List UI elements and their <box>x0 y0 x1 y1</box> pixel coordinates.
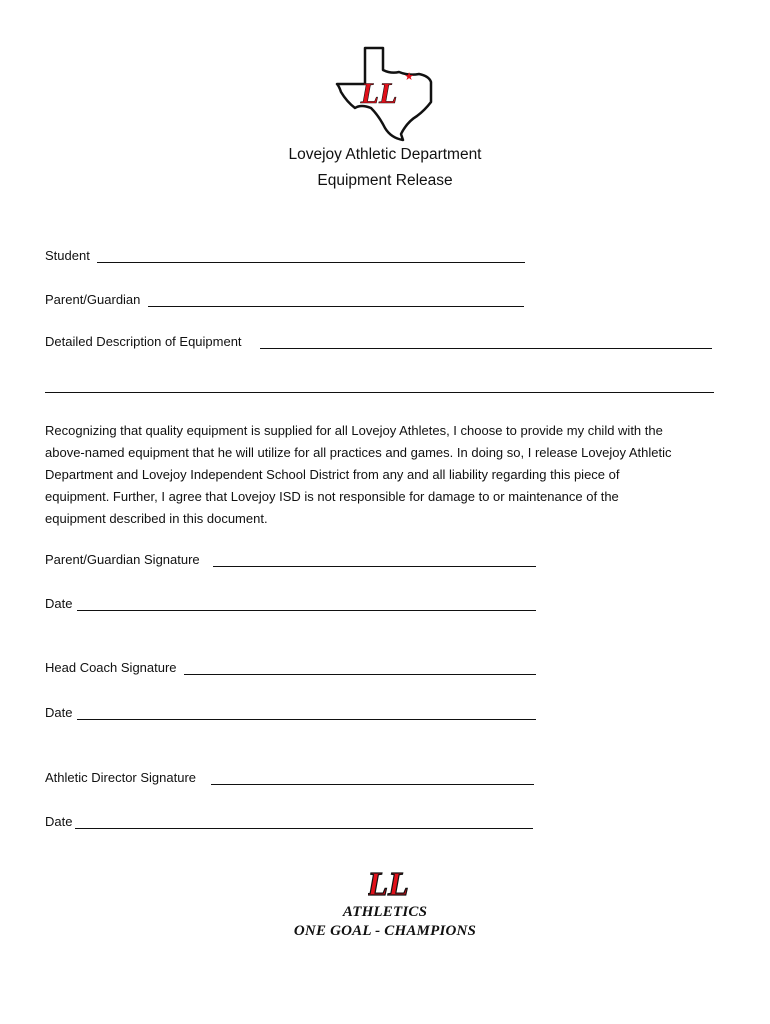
parent-signature-label: Parent/Guardian Signature <box>45 552 200 567</box>
equipment-description-field[interactable] <box>260 348 712 349</box>
lovejoy-ll-logo <box>368 862 408 902</box>
footer-motto: ONE GOAL - CHAMPIONS <box>293 923 477 939</box>
equipment-description-label: Detailed Description of Equipment <box>45 334 242 349</box>
lovejoy-texas-logo <box>335 46 435 142</box>
release-paragraph <box>45 420 735 530</box>
student-label: Student <box>45 248 90 263</box>
parent-guardian-label: Parent/Guardian <box>45 292 141 307</box>
footer-athletics: ATHLETICS <box>342 904 428 920</box>
logo-monogram: LL <box>360 77 398 110</box>
parent-date-field[interactable] <box>77 610 536 611</box>
release-line: above-named equipment that he will utilize for all practices and games. In doing so, I release Lovejoy Athletic <box>45 445 672 460</box>
department-title: Lovejoy Athletic Department <box>288 146 482 163</box>
star-icon: ★ <box>404 71 414 83</box>
release-line: equipment described in this document. <box>45 511 268 526</box>
release-line: Recognizing that quality equipment is supplied for all Lovejoy Athletes, I choose to provide my child with the <box>45 423 663 438</box>
coach-date-label: Date <box>45 705 73 720</box>
director-signature-label: Athletic Director Signature <box>45 770 197 785</box>
director-signature-field[interactable] <box>211 784 534 785</box>
footer-monogram: LL <box>368 866 408 902</box>
director-date-field[interactable] <box>75 828 533 829</box>
student-field[interactable] <box>97 262 525 263</box>
equipment-description-field-line2[interactable] <box>45 392 714 393</box>
coach-date-field[interactable] <box>77 719 536 720</box>
form-title: Equipment Release <box>317 172 453 189</box>
parent-date-label: Date <box>45 596 73 611</box>
parent-signature-field[interactable] <box>213 566 536 567</box>
director-date-label: Date <box>45 814 73 829</box>
coach-signature-label: Head Coach Signature <box>45 660 177 675</box>
release-line: equipment. Further, I agree that Lovejoy ISD is not responsible for damage to or maintenance of the <box>45 489 619 504</box>
coach-signature-field[interactable] <box>184 674 536 675</box>
parent-guardian-field[interactable] <box>148 306 524 307</box>
release-line: Department and Lovejoy Independent School District from any and all liability regarding this piece of <box>45 467 620 482</box>
